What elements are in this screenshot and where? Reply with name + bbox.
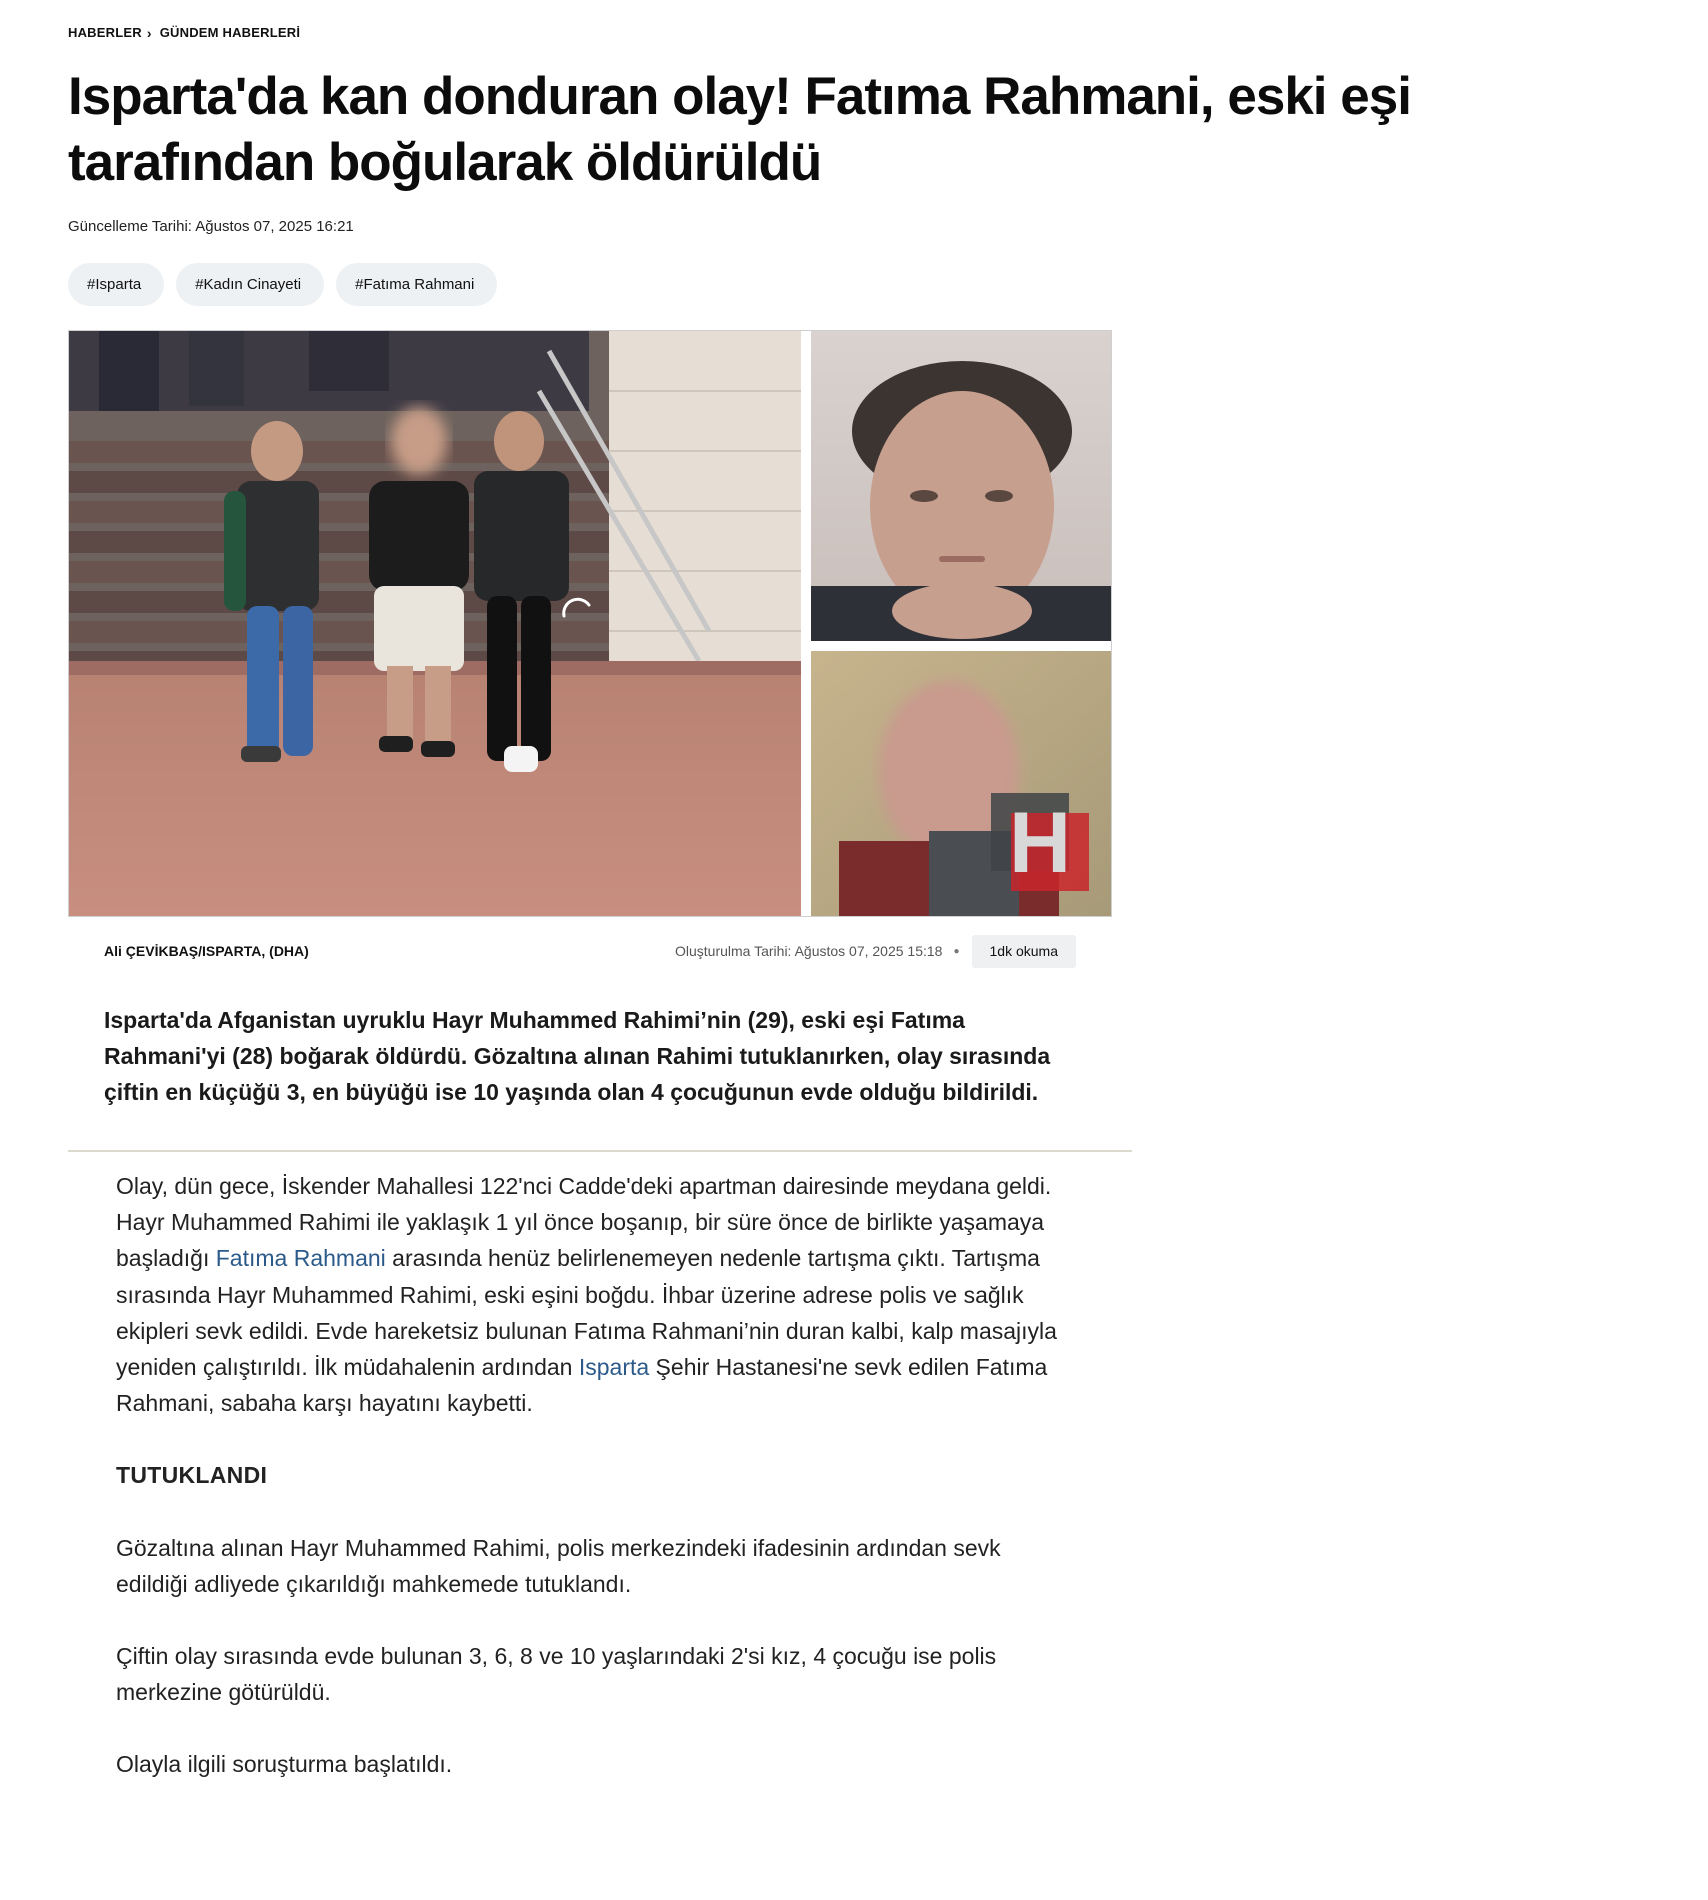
breadcrumb-haberler[interactable]: HABERLER [68, 25, 142, 40]
link-fatima-rahmani[interactable]: Fatıma Rahmani [215, 1245, 386, 1272]
created-date: Oluşturulma Tarihi: Ağustos 07, 2025 15:18 [675, 943, 943, 959]
divider [68, 1150, 1132, 1152]
article-body [116, 1168, 1076, 1819]
arrest-scene-photo [69, 331, 801, 917]
tag-fatima-rahmani[interactable]: #Fatıma Rahmani [336, 263, 497, 306]
tag-list [68, 263, 497, 306]
breadcrumb [68, 25, 300, 40]
dot-separator: ● [953, 945, 960, 957]
breadcrumb-gundem-haberleri[interactable]: GÜNDEM HABERLERİ [159, 25, 301, 40]
tag-isparta[interactable]: #Isparta [68, 263, 164, 306]
chevron-right-icon: › [146, 24, 152, 41]
h-logo: H [991, 793, 1089, 891]
article-hero-image[interactable] [68, 330, 1112, 917]
paragraph-4: Olayla ilgili soruşturma başlatıldı. [116, 1751, 453, 1778]
read-time-badge: 1dk okuma [972, 935, 1076, 968]
update-date: Güncelleme Tarihi: Ağustos 07, 2025 16:21 [68, 218, 354, 235]
paragraph-1: Olay, dün gece, İskender Mahallesi 122'nci Cadde'deki apartman dairesinde meydana geldi. Hayr Muhammed Rahimi ile yaklaşık 1 yıl önce boşanıp, bir süre önce de birlikte yaşamaya başladığı Fatıma Rahmani arasında henüz belirlenemeyen nedenle tartışma çıktı. Tartışma sırasında Hayr Muhammed Rahimi, eski eşini boğdu. İhbar üzerine adrese polis ve sağlık ekipleri sevk edildi. Evde hareketsiz bulunan Fatıma Rahmani’nin duran kalbi, kalp masajıyla yeniden çalıştırıldı. İlk müdahalenin ardından Isparta Şehir Hastanesi'ne sevk edilen Fatıma Rahmani, sabaha karşı hayatını kaybetti. [116, 1173, 1057, 1417]
author-byline: Ali ÇEVİKBAŞ/ISPARTA, (DHA) [104, 943, 309, 959]
article-meta-right [675, 935, 1076, 968]
article-meta-row [104, 934, 1076, 968]
section-heading: TUTUKLANDI [116, 1462, 268, 1489]
tag-kadin-cinayeti[interactable]: #Kadın Cinayeti [176, 263, 324, 306]
article-title: Isparta'da kan donduran olay! Fatıma Rahmani, eski eşi tarafından boğularak öldürüldü [68, 67, 1411, 192]
article-lead: Isparta'da Afganistan uyruklu Hayr Muhammed Rahimi’nin (29), eski eşi Fatıma Rahmani'yi (28) boğarak öldürdü. Gözaltına alınan Rahimi tutuklanırken, olay sırasında çiftin en küçüğü 3, en büyüğü ise 10 yaşında olan 4 çocuğunun evde olduğu bildirildi. [104, 1007, 1051, 1105]
paragraph-2: Gözaltına alınan Hayr Muhammed Rahimi, polis merkezindeki ifadesinin ardından sevk edildiği adliyede çıkarıldığı mahkemede tutuklandı. [116, 1534, 1001, 1597]
paragraph-3: Çiftin olay sırasında evde bulunan 3, 6, 8 ve 10 yaşlarındaki 2'si kız, 4 çocuğu ise polis merkezine götürüldü. [116, 1643, 997, 1706]
suspect-portrait-photo [811, 331, 1112, 641]
link-isparta[interactable]: Isparta [578, 1354, 650, 1381]
